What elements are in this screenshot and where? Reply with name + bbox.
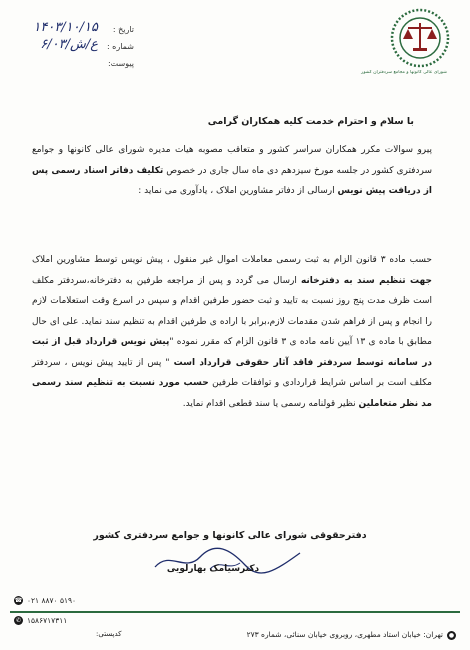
- footer-divider: [10, 611, 460, 613]
- mobile-icon: ✆: [15, 617, 22, 624]
- p2-emphasis-quote: پیش نویس قرارداد قبل از ثبت در سامانه توسط سردفتر فاقد آثار حقوقی قرارداد است: [32, 337, 433, 368]
- organization-logo: [361, 8, 460, 86]
- phone-row: [14, 592, 76, 609]
- p2-text-3: " پس از تایید پیش نویس ، سردفتر مکلف است بر اساس شرایط قراردادی و توافقات طرفین: [32, 357, 432, 388]
- paragraph-1: [32, 140, 432, 202]
- phone-number: ۰۲۱ ۸۸۷۰ ۵۱۹۰: [27, 596, 77, 605]
- number-label: شماره :: [106, 42, 134, 51]
- attachment-row: [14, 56, 134, 73]
- p2-text-2: ارسال می گردد و پس از مراجعه طرفین به دفترخانه،سردفتر مکلف است ظرف مدت پنج روز نسبت به تایید و ثبت حضور طرفین اقدام و سپس در اسرع وقت استعلامات لازم را انجام و پس از فراهم شدن مقدمات لازم،برابر با اراده ی طرفین اقدام به تنظیم سند نماید. علی ای حال مطابق با ماده ی ۱۳ آیین نامه ماده ی ۳ قانون الزام که مقرر نموده ": [32, 275, 432, 347]
- footer-address: [247, 630, 456, 640]
- p1-emphasis: تکلیف دفاتر اسناد رسمی پس از دریافت پیش نویس: [32, 165, 432, 196]
- postal-code: ۱۵۸۶۷۱۷۳۱۱: [27, 616, 68, 625]
- letter-meta: [14, 22, 134, 73]
- phone-icon: ☎: [14, 597, 23, 604]
- date-label: تاریخ :: [112, 25, 134, 34]
- p2-emphasis-1: جهت تنظیم سند به دفترخانه: [300, 275, 432, 286]
- address-text: تهران: خیابان استاد مطهری، روبروی خیابان سنائی، شماره ۲۷۳: [246, 630, 443, 639]
- postal-label: کدپستی:: [96, 630, 122, 638]
- logo-emblem-icon: [368, 8, 460, 70]
- logo-caption: شورای عالی کانونها و مجامع سردفتران کشور: [361, 70, 447, 75]
- signature-org: دفترحقوقی شورای عالی کانونها و جوامع سردفتری کشور: [93, 530, 367, 541]
- date-value: ۱۴۰۳/۱۰/۱۵: [33, 20, 98, 35]
- greeting: با سلام و احترام خدمت کلیه همکاران گرامی: [207, 116, 414, 127]
- paragraph-2: [32, 250, 432, 414]
- postal-row: [14, 612, 76, 629]
- attachment-label: پیوست:: [107, 59, 134, 68]
- number-row: [14, 39, 134, 56]
- number-value: ۶/ع/ش/۰۳: [40, 37, 98, 52]
- p1-text: پیرو سوالات مکرر همکاران سراسر کشور و متعاقب مصوبه هیات مدیره شورای عالی کانونها و جوامع سردفتری کشور در جلسه مورخ سیزدهم دی ماه سال جاری در خصوص: [32, 145, 432, 176]
- signer-name: دکترسیامک بهارلویی: [166, 564, 260, 574]
- p2-text: حسب ماده ۳ قانون الزام به ثبت رسمی معاملات اموال غیر منقول ، پیش نویس توسط مشاورین املاک: [32, 255, 432, 265]
- p1-text-end: ارسالی از دفاتر مشاورین املاک ، یادآوری می نماید :: [138, 186, 338, 196]
- p2-emphasis-2: حسب مورد نسبت به تنظیم سند رسمی مد نظر متعاملین: [32, 378, 432, 409]
- location-pin-icon: ●: [448, 631, 455, 639]
- p2-text-end: نظیر قولنامه رسمی یا سند قطعی اقدام نماید.: [182, 398, 359, 409]
